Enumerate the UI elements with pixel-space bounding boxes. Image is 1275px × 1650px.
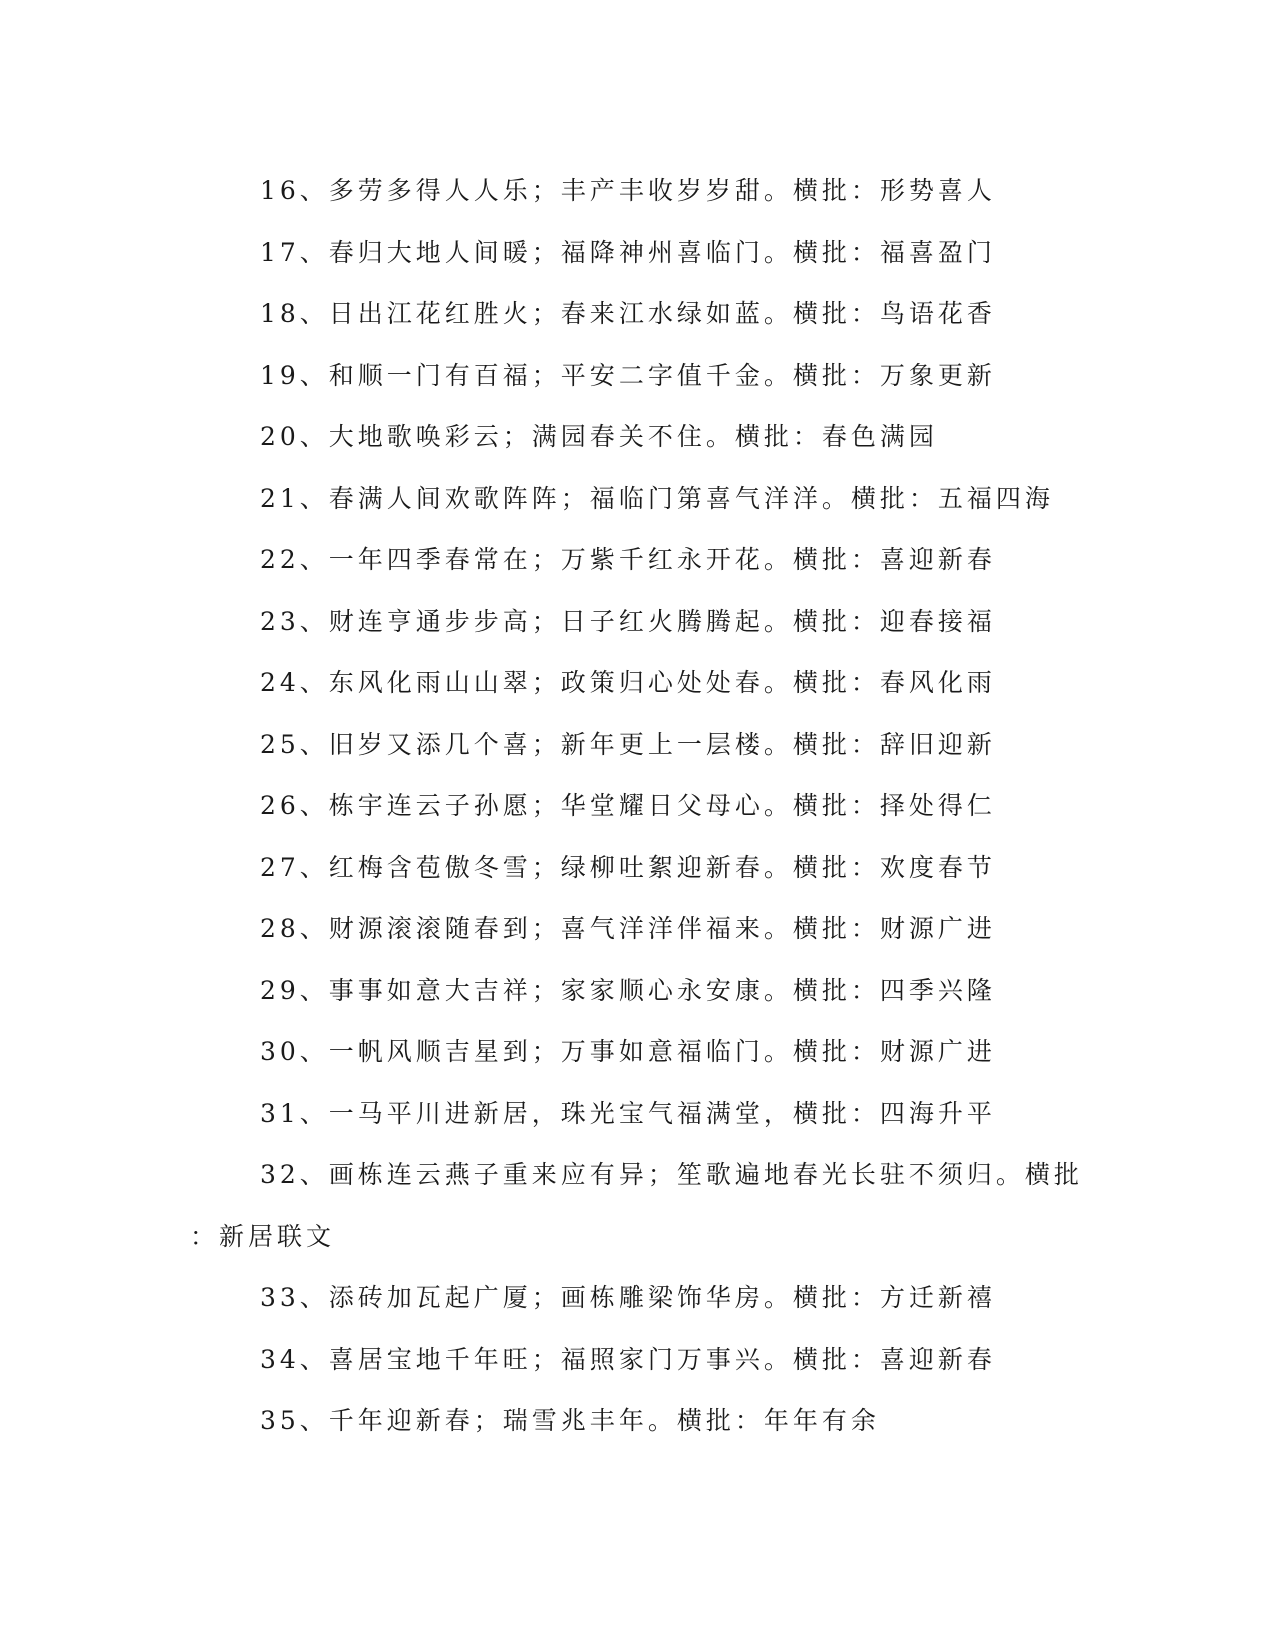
couplet-list: [190, 160, 1090, 1452]
couplet-line-26: 26、栋宇连云子孙愿；华堂耀日父母心。横批：择处得仁: [260, 791, 996, 820]
couplet-line-33: 33、添砖加瓦起广厦；画栋雕梁饰华房。横批：方迁新禧: [260, 1283, 996, 1312]
couplet-line-28: 28、财源滚滚随春到；喜气洋洋伴福来。横批：财源广进: [260, 914, 996, 943]
couplet-line-23: 23、财连亨通步步高；日子红火腾腾起。横批：迎春接福: [260, 606, 996, 636]
couplet-line-18: 18、日出江花红胜火；春来江水绿如蓝。横批：鸟语花香: [260, 299, 996, 328]
couplet-line-21: 21、春满人间欢歌阵阵；福临门第喜气洋洋。横批：五福四海: [260, 483, 1054, 513]
couplet-line-22: 22、一年四季春常在；万紫千红永开花。横批：喜迎新春: [260, 545, 996, 574]
couplet-line-27: 27、红梅含苞傲冬雪；绿柳吐絮迎新春。横批：欢度春节: [260, 852, 996, 882]
couplet-line-16: 16、多劳多得人人乐；丰产丰收岁岁甜。横批：形势喜人: [260, 176, 996, 205]
couplet-line-30: 30、一帆风顺吉星到；万事如意福临门。横批：财源广进: [260, 1037, 996, 1066]
couplet-line-31: 31、一马平川进新居，珠光宝气福满堂，横批：四海升平: [260, 1098, 996, 1128]
couplet-line-32-continuation: ：新居联文: [190, 1221, 336, 1251]
couplet-line-25: 25、旧岁又添几个喜；新年更上一层楼。横批：辞旧迎新: [260, 729, 996, 759]
couplet-line-32: 32、画栋连云燕子重来应有异；笙歌遍地春光长驻不须归。横批: [260, 1160, 1083, 1189]
couplet-line-17: 17、春归大地人间暖；福降神州喜临门。横批：福喜盈门: [260, 237, 996, 267]
couplet-line-24: 24、东风化雨山山翠；政策归心处处春。横批：春风化雨: [260, 668, 996, 697]
couplet-line-20: 20、大地歌唤彩云；满园春关不住。横批：春色满园: [260, 422, 938, 451]
couplet-line-35: 35、千年迎新春；瑞雪兆丰年。横批：年年有余: [260, 1406, 880, 1435]
couplet-line-19: 19、和顺一门有百福；平安二字值千金。横批：万象更新: [260, 360, 996, 390]
couplet-line-34: 34、喜居宝地千年旺；福照家门万事兴。横批：喜迎新春: [260, 1344, 996, 1374]
couplet-line-29: 29、事事如意大吉祥；家家顺心永安康。横批：四季兴隆: [260, 975, 996, 1005]
